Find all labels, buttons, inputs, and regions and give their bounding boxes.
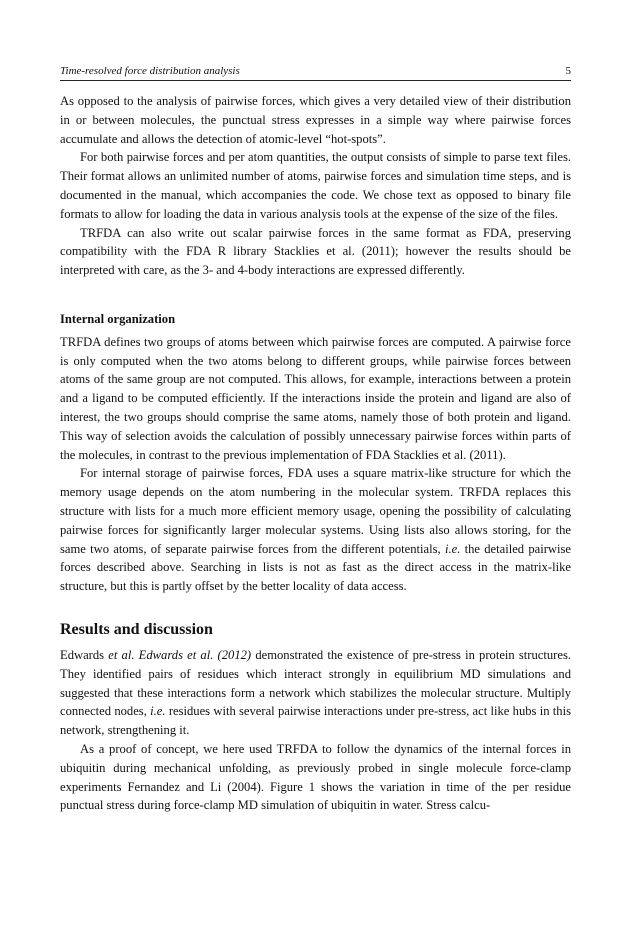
results-paragraph-1 [60,646,571,740]
section-heading-results: Results and discussion [60,620,213,638]
internal-organization-paragraph-1: TRFDA defines two groups of atoms between which pairwise forces are computed. A pairwise force is only computed when the two atoms belong to different groups, while pairwise forces between atoms of the same group are not computed. This allows, for example, interactions between a protein and a ligand to be computed efficiently. If the interactions inside the protein and ligand are also of interest, the two groups should comprise the same atoms, namely those of both protein and ligand. This way of selection avoids the calculation of possibly unnecessary pairwise forces within parts of the molecules, in contrast to the previous implementation of FDA Stacklies et al. (2011). [60,334,571,462]
italic-ie: i.e. [444,541,461,556]
italic-ie: i.e. [150,704,166,719]
text-run: residues with several pairwise interactions under pre-stress, act like hubs in this network, strengthening it. [60,704,571,738]
running-title: Time-resolved force distribution analysis [60,65,240,77]
intro-paragraph-1: As opposed to the analysis of pairwise forces, which gives a very detailed view of their distribution in or between molecules, the punctual stress expresses in a simple way where pairwise forces accumulate and allows the detection of atomic-level “hot-spots”. [60,94,571,146]
intro-paragraph-3: TRFDA can also write out scalar pairwise forces in the same format as FDA, preserving compatibility with the FDA R library Stacklies et al. (2011); however the results should be interpreted with care, as the 3- and 4-body interactions are expressed differently. [60,225,571,278]
text-run: demonstrated the existence of pre-stress in protein structures. They identified pairs of residues which interact strongly in equilibrium MD simulations and suggested that these interactions form a network which stabilizes the molecular structure. Multiply connected nodes, [60,647,572,719]
intro-paragraph-2: For both pairwise forces and per atom quantities, the output consists of simple to parse text files. Their format allows an unlimited number of atoms, pairwise forces and simulation time steps, and is documented in the manual, which accompanies the code. We chose text as opposed to binary file formats to allow for loading the data in various analysis tools at the expense of the size of the files. [60,150,571,221]
text-run: Edwards [60,647,105,662]
text-run: For internal storage of pairwise forces, FDA uses a square matrix-like structure for which the memory usage depends on the atom numbering in the molecular system. TRFDA replaces this structure with lists for a much more efficient memory usage, opening the possibility of calculating pairwise forces for significantly larger molecular systems. Using lists also allows storing, for the same two atoms, of separate pairwise forces from the different potentials, [60,466,571,556]
page-number: 5 [565,65,571,77]
results-paragraph-2: As a proof of concept, we here used TRFDA to follow the dynamics of the internal forces in ubiquitin during mechanical unfolding, as previously probed in single molecule force-clamp experiments Fernandez and Li (2004). Figure 1 shows the variation in time of the per residue punctual stress during force-clamp MD simulation of ubiquitin in water. Stress calcu- [60,741,571,813]
running-header [60,64,571,81]
page-body [60,92,571,815]
italic-citation: et al. Edwards et al. (2012) [108,647,252,662]
internal-organization-paragraph-2 [60,464,571,596]
subsection-heading-internal-organization: Internal organization [60,311,176,326]
text-run: the detailed pairwise forces described above. Searching in lists is not as fast as the direct access in the matrix-like structure, but this is partly offset by the better locality of data access. [60,541,571,594]
